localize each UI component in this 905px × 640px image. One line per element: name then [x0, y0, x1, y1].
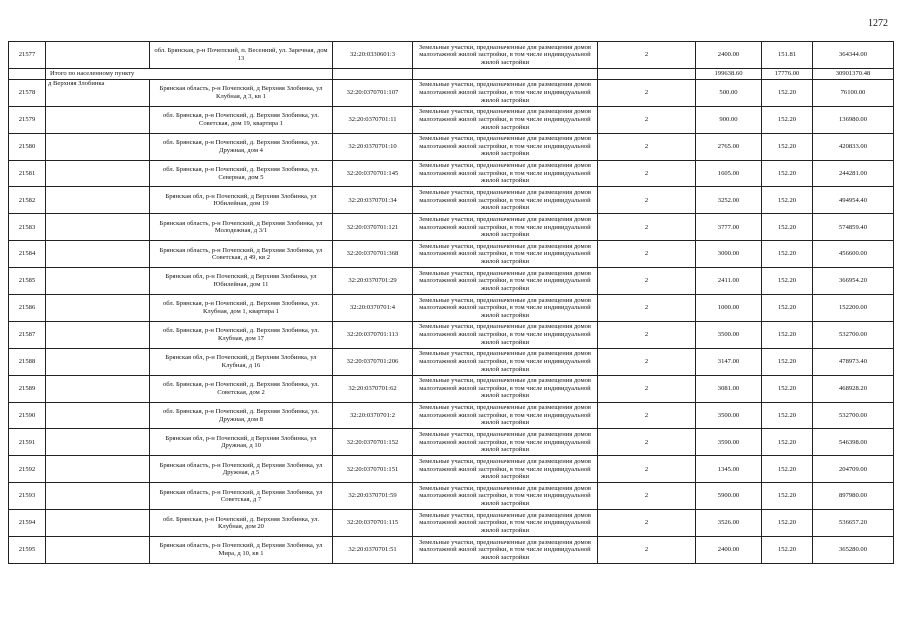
land-use-cell: Земельные участки, предназначенные для размещения домов малоэтажной жилой застройки, в том числе индивидуальной жилой застройки	[413, 321, 598, 348]
rate-cell: 152.20	[762, 295, 813, 322]
subtotal-area: 199638.60	[696, 68, 762, 79]
group-cell: 2	[598, 160, 696, 187]
group-cell: 2	[598, 106, 696, 133]
address-cell: Брянская область, р-н Почепский, д Верхняя Злобинка, ул Клубная, д 3, кв 1	[150, 79, 333, 106]
group-cell: 2	[598, 429, 696, 456]
area-cell: 2411.00	[696, 268, 762, 295]
subtotal-blank	[333, 68, 413, 79]
row-number: 21588	[9, 348, 46, 375]
table-row	[9, 375, 894, 402]
address-cell: Брянская область, р-н Почепский, д Верхняя Злобинка, ул Дружная, д 5	[150, 456, 333, 483]
locality-cell	[46, 537, 150, 564]
cadastral-number: 32:20:0370701:2	[333, 402, 413, 429]
table-row	[9, 510, 894, 537]
group-cell: 2	[598, 133, 696, 160]
value-cell: 536657.20	[813, 510, 894, 537]
locality-cell	[46, 133, 150, 160]
row-number: 21591	[9, 429, 46, 456]
row-number: 21589	[9, 375, 46, 402]
rate-cell: 152.20	[762, 214, 813, 241]
cadastral-number: 32:20:0370701:121	[333, 214, 413, 241]
rate-cell: 152.20	[762, 160, 813, 187]
subtotal-blank	[9, 68, 46, 79]
table-row	[9, 268, 894, 295]
row-number: 21586	[9, 295, 46, 322]
address-cell: Брянская область, р-н Почепский, д Верхняя Злобинка, ул Советская, д 49, кв 2	[150, 241, 333, 268]
locality-cell	[46, 348, 150, 375]
value-cell: 897980.00	[813, 483, 894, 510]
rate-cell: 152.20	[762, 348, 813, 375]
land-use-cell: Земельные участки, предназначенные для размещения домов малоэтажной жилой застройки, в том числе индивидуальной жилой застройки	[413, 510, 598, 537]
address-cell: Брянская область, р-н Почепский, д Верхняя Злобинка, ул Мира, д 10, кв 1	[150, 537, 333, 564]
row-number: 21583	[9, 214, 46, 241]
rate-cell: 152.20	[762, 187, 813, 214]
value-cell: 420833.00	[813, 133, 894, 160]
land-use-cell: Земельные участки, предназначенные для размещения домов малоэтажной жилой застройки, в том числе индивидуальной жилой застройки	[413, 402, 598, 429]
area-cell: 3000.00	[696, 241, 762, 268]
address-cell: обл. Брянская, р-н Почепский, д. Верхняя Злобинка, ул. Клубная, дом 1, квартира 1	[150, 295, 333, 322]
group-cell: 2	[598, 79, 696, 106]
land-use-cell: Земельные участки, предназначенные для размещения домов малоэтажной жилой застройки, в том числе индивидуальной жилой застройки	[413, 241, 598, 268]
rate-cell: 152.20	[762, 456, 813, 483]
area-cell: 500.00	[696, 79, 762, 106]
locality-cell	[46, 429, 150, 456]
subtotal-blank	[413, 68, 598, 79]
table-body	[9, 42, 894, 564]
group-cell: 2	[598, 214, 696, 241]
table-row	[9, 402, 894, 429]
group-cell: 2	[598, 187, 696, 214]
value-cell: 494954.40	[813, 187, 894, 214]
area-cell: 3147.00	[696, 348, 762, 375]
land-use-cell: Земельные участки, предназначенные для размещения домов малоэтажной жилой застройки, в том числе индивидуальной жилой застройки	[413, 268, 598, 295]
row-number: 21594	[9, 510, 46, 537]
table-row	[9, 214, 894, 241]
locality-cell	[46, 187, 150, 214]
locality-cell	[46, 160, 150, 187]
area-cell: 2400.00	[696, 42, 762, 69]
value-cell: 136980.00	[813, 106, 894, 133]
cadastral-number: 32:20:0370701:206	[333, 348, 413, 375]
locality-cell	[46, 375, 150, 402]
address-cell: обл. Брянская, р-н Почепский, д. Верхняя Злобинка, ул. Советская, дом 19, квартира 1	[150, 106, 333, 133]
cadastral-number: 32:20:0370701:115	[333, 510, 413, 537]
land-use-cell: Земельные участки, предназначенные для размещения домов малоэтажной жилой застройки, в том числе индивидуальной жилой застройки	[413, 160, 598, 187]
cadastral-number: 32:20:0370701:51	[333, 537, 413, 564]
value-cell: 532700.00	[813, 321, 894, 348]
locality-cell	[46, 321, 150, 348]
row-number: 21582	[9, 187, 46, 214]
locality-cell	[46, 402, 150, 429]
area-cell: 2765.00	[696, 133, 762, 160]
cadastral-number: 32:20:0370701:145	[333, 160, 413, 187]
rate-cell: 152.20	[762, 483, 813, 510]
table-row	[9, 160, 894, 187]
land-use-cell: Земельные участки, предназначенные для размещения домов малоэтажной жилой застройки, в том числе индивидуальной жилой застройки	[413, 348, 598, 375]
land-use-cell: Земельные участки, предназначенные для размещения домов малоэтажной жилой застройки, в том числе индивидуальной жилой застройки	[413, 214, 598, 241]
table-row	[9, 79, 894, 106]
value-cell: 468928.20	[813, 375, 894, 402]
value-cell: 366954.20	[813, 268, 894, 295]
land-use-cell: Земельные участки, предназначенные для размещения домов малоэтажной жилой застройки, в том числе индивидуальной жилой застройки	[413, 483, 598, 510]
group-cell: 2	[598, 375, 696, 402]
land-use-cell: Земельные участки, предназначенные для размещения домов малоэтажной жилой застройки, в том числе индивидуальной жилой застройки	[413, 456, 598, 483]
table-row	[9, 456, 894, 483]
table-row	[9, 42, 894, 69]
row-number: 21581	[9, 160, 46, 187]
locality-cell	[46, 42, 150, 69]
subtotal-blank	[598, 68, 696, 79]
area-cell: 3526.00	[696, 510, 762, 537]
cadastral-number: 32:20:0370701:368	[333, 241, 413, 268]
value-cell: 364344.00	[813, 42, 894, 69]
cadastral-number: 32:20:0370701:10	[333, 133, 413, 160]
land-use-cell: Земельные участки, предназначенные для размещения домов малоэтажной жилой застройки, в том числе индивидуальной жилой застройки	[413, 79, 598, 106]
table-row	[9, 187, 894, 214]
value-cell: 546398.00	[813, 429, 894, 456]
land-use-cell: Земельные участки, предназначенные для размещения домов малоэтажной жилой застройки, в том числе индивидуальной жилой застройки	[413, 133, 598, 160]
address-cell: обл. Брянская, р-н Почепский, д. Верхняя Злобинка, ул. Клубная, дом 20	[150, 510, 333, 537]
area-cell: 3252.00	[696, 187, 762, 214]
value-cell: 204709.00	[813, 456, 894, 483]
area-cell: 3081.00	[696, 375, 762, 402]
cadastral-number: 32:20:0370701:107	[333, 79, 413, 106]
land-use-cell: Земельные участки, предназначенные для размещения домов малоэтажной жилой застройки, в том числе индивидуальной жилой застройки	[413, 429, 598, 456]
rate-cell: 151.81	[762, 42, 813, 69]
group-cell: 2	[598, 537, 696, 564]
address-cell: обл. Брянская, р-н Почепский, д. Верхняя Злобинка, ул. Северная, дом 5	[150, 160, 333, 187]
subtotal-label: Итого по населенному пункту	[46, 68, 333, 79]
locality-cell	[46, 268, 150, 295]
rate-cell: 152.20	[762, 537, 813, 564]
cadastral-number: 32:20:0370701:34	[333, 187, 413, 214]
rate-cell: 152.20	[762, 510, 813, 537]
area-cell: 3500.00	[696, 402, 762, 429]
group-cell: 2	[598, 42, 696, 69]
table-row	[9, 295, 894, 322]
cadastral-number: 32:20:0370701:113	[333, 321, 413, 348]
rate-cell: 152.20	[762, 321, 813, 348]
area-cell: 3590.00	[696, 429, 762, 456]
row-number: 21580	[9, 133, 46, 160]
address-cell: Брянская обл, р-н Почепский, д Верхняя Злобинка, ул Клубная, д 16	[150, 348, 333, 375]
area-cell: 3777.00	[696, 214, 762, 241]
group-cell: 2	[598, 321, 696, 348]
locality-cell	[46, 295, 150, 322]
rate-cell: 152.20	[762, 429, 813, 456]
rate-cell: 152.20	[762, 241, 813, 268]
address-cell: обл. Брянская, р-н Почепский, д. Верхняя Злобинка, ул. Клубная, дом 17	[150, 321, 333, 348]
land-use-cell: Земельные участки, предназначенные для размещения домов малоэтажной жилой застройки, в том числе индивидуальной жилой застройки	[413, 537, 598, 564]
row-number: 21579	[9, 106, 46, 133]
locality-cell	[46, 510, 150, 537]
table-row	[9, 348, 894, 375]
locality-cell	[46, 483, 150, 510]
row-number: 21577	[9, 42, 46, 69]
table-row	[9, 106, 894, 133]
group-cell: 2	[598, 456, 696, 483]
value-cell: 76100.00	[813, 79, 894, 106]
table-row	[9, 429, 894, 456]
page-number: 1272	[868, 18, 888, 29]
rate-cell: 152.20	[762, 402, 813, 429]
area-cell: 3500.00	[696, 321, 762, 348]
row-number: 21584	[9, 241, 46, 268]
rate-cell: 152.20	[762, 268, 813, 295]
value-cell: 532700.00	[813, 402, 894, 429]
locality-cell	[46, 456, 150, 483]
land-use-cell: Земельные участки, предназначенные для размещения домов малоэтажной жилой застройки, в том числе индивидуальной жилой застройки	[413, 375, 598, 402]
cadastral-number: 32:20:0330601:3	[333, 42, 413, 69]
cadastral-number: 32:20:0370701:59	[333, 483, 413, 510]
rate-cell: 152.20	[762, 133, 813, 160]
address-cell: Брянская область, р-н Почепский, д Верхняя Злобинка, ул Советская, д 7	[150, 483, 333, 510]
land-use-cell: Земельные участки, предназначенные для размещения домов малоэтажной жилой застройки, в том числе индивидуальной жилой застройки	[413, 187, 598, 214]
subtotal-row	[9, 68, 894, 79]
cadastral-number: 32:20:0370701:62	[333, 375, 413, 402]
locality-name: д Верхняя Злобинка	[46, 79, 150, 106]
group-cell: 2	[598, 241, 696, 268]
rate-cell: 152.20	[762, 79, 813, 106]
cadastral-number: 32:20:0370701:4	[333, 295, 413, 322]
cadastral-number: 32:20:0370701:152	[333, 429, 413, 456]
row-number: 21587	[9, 321, 46, 348]
land-use-cell: Земельные участки, предназначенные для размещения домов малоэтажной жилой застройки, в том числе индивидуальной жилой застройки	[413, 42, 598, 69]
value-cell: 244281.00	[813, 160, 894, 187]
address-cell: обл. Брянская, р-н Почепский, п. Весенний, ул. Заречная, дом 13	[150, 42, 333, 69]
rate-cell: 152.20	[762, 375, 813, 402]
address-cell: Брянская область, р-н Почепский, д Верхняя Злобинка, ул Молодежная, д 3/1	[150, 214, 333, 241]
row-number: 21578	[9, 79, 46, 106]
address-cell: Брянская обл, р-н Почепский, д Верхняя Злобинка, ул Дружная, д 10	[150, 429, 333, 456]
group-cell: 2	[598, 402, 696, 429]
group-cell: 2	[598, 295, 696, 322]
locality-cell	[46, 241, 150, 268]
cadastral-number: 32:20:0370701:29	[333, 268, 413, 295]
value-cell: 152200.00	[813, 295, 894, 322]
land-registry-table	[8, 41, 894, 564]
table-row	[9, 321, 894, 348]
group-cell: 2	[598, 268, 696, 295]
table-row	[9, 241, 894, 268]
address-cell: Брянская обл, р-н Почепский, д Верхняя Злобинка, ул Юбилейная, дом 11	[150, 268, 333, 295]
address-cell: обл. Брянская, р-н Почепский, д. Верхняя Злобинка, ул. Дружная, дом 8	[150, 402, 333, 429]
table-row	[9, 483, 894, 510]
subtotal-value: 30901370.48	[813, 68, 894, 79]
row-number: 21585	[9, 268, 46, 295]
table-row	[9, 133, 894, 160]
area-cell: 900.00	[696, 106, 762, 133]
group-cell: 2	[598, 510, 696, 537]
address-cell: обл. Брянская, р-н Почепский, д. Верхняя Злобинка, ул. Советская, дом 2	[150, 375, 333, 402]
value-cell: 478973.40	[813, 348, 894, 375]
group-cell: 2	[598, 348, 696, 375]
row-number: 21593	[9, 483, 46, 510]
area-cell: 5900.00	[696, 483, 762, 510]
area-cell: 1345.00	[696, 456, 762, 483]
rate-cell: 152.20	[762, 106, 813, 133]
address-cell: Брянская обл, р-н Почепский, д Верхняя Злобинка, ул Юбилейная, дом 19	[150, 187, 333, 214]
row-number: 21590	[9, 402, 46, 429]
cadastral-number: 32:20:0370701:11	[333, 106, 413, 133]
land-use-cell: Земельные участки, предназначенные для размещения домов малоэтажной жилой застройки, в том числе индивидуальной жилой застройки	[413, 295, 598, 322]
row-number: 21595	[9, 537, 46, 564]
area-cell: 1000.00	[696, 295, 762, 322]
area-cell: 2400.00	[696, 537, 762, 564]
locality-cell	[46, 214, 150, 241]
value-cell: 456600.00	[813, 241, 894, 268]
value-cell: 574859.40	[813, 214, 894, 241]
cadastral-number: 32:20:0370701:151	[333, 456, 413, 483]
area-cell: 1605.00	[696, 160, 762, 187]
address-cell: обл. Брянская, р-н Почепский, д. Верхняя Злобинка, ул. Дружная, дом 4	[150, 133, 333, 160]
row-number: 21592	[9, 456, 46, 483]
subtotal-rate: 17776.00	[762, 68, 813, 79]
group-cell: 2	[598, 483, 696, 510]
land-use-cell: Земельные участки, предназначенные для размещения домов малоэтажной жилой застройки, в том числе индивидуальной жилой застройки	[413, 106, 598, 133]
table-row	[9, 537, 894, 564]
locality-cell	[46, 106, 150, 133]
value-cell: 365280.00	[813, 537, 894, 564]
